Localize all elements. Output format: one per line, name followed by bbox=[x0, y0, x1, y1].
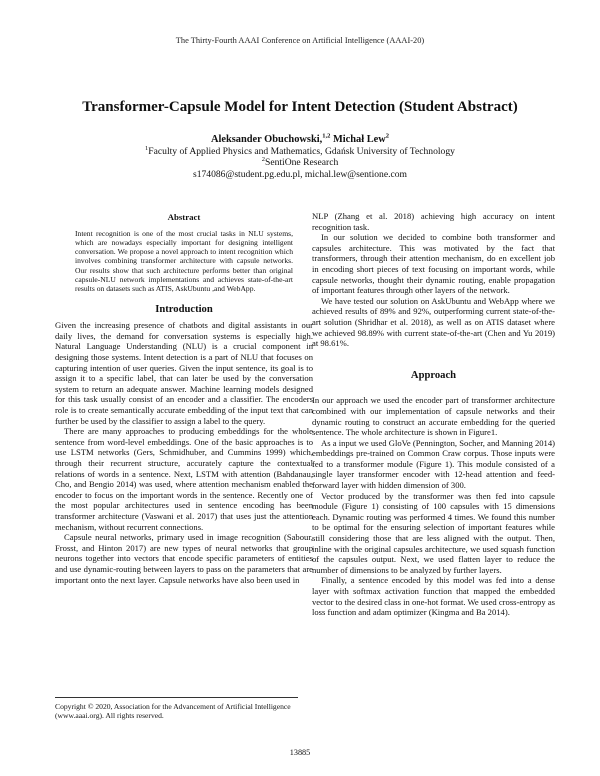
intro-paragraph-2: There are many approaches to producing embeddings for the whole sentence from word-level embeddings. One of the basic approaches is to use LSTM networks (Gers, Schmidhuber, and Cummins 1999) which, through their recurrent structure, accurately capture the contextual relations of words in a sentence. Next, LSTM with attention (Bahdanau, Cho, and Bengio 2014) was used, where attention mechanism enabled the encoder to focus on the important words in the sentence. Recently one of the most popular architectures used in sentence encoding has been transformer architecture (Vaswani et al. 2017) that uses just the attention mechanism, without recurrent connections. bbox=[55, 426, 313, 532]
author-1-affil: 1,2 bbox=[322, 132, 331, 140]
intro-paragraph-4: In our solution we decided to combine both transformer and capsules architecture. This was motivated by the fact that transformers, through their attention mechanism, do en excellent job in encoding short pieces of text focusing on important words, while capsule networks, thought their dynamic routing, enable propagation of important features through other layers of the network. bbox=[312, 232, 555, 296]
right-column bbox=[312, 211, 555, 618]
author-block bbox=[0, 134, 600, 180]
approach-heading: Approach bbox=[410, 369, 457, 381]
intro-paragraph-3-cont: NLP (Zhang et al. 2018) achieving high accuracy on intent recognition task. bbox=[312, 211, 555, 232]
abstract-text: Intent recognition is one of the most crucial tasks in NLU systems, which are nowadays especially important for designing intelligent conversation. We propose a novel approach to intent recognition which involves combining transformer architecture with capsule networks. Our results show that such architecture performs better than original capsule-NLU network implementations and achieves state-of-the-art results on datasets such as ATIS, AskUbuntu ,and WebApp. bbox=[75, 228, 293, 294]
copyright-notice: Copyright © 2020, Association for the Advancement of Artificial Intelligence (www.aaai.org). All rights reserved. bbox=[55, 697, 298, 721]
intro-paragraph-1: Given the increasing presence of chatbots and digital assistants in our daily lives, the demand for conversation systems is especially high. Natural Language Understanding (NLU) is a crucial component in designing those systems. Intent detection is a part of NLU that focuses on capturing intention of user queries. Given the input sentence, its goal is to assign it to a specific label, that can later be used by the conversation system to return an adequate answer. Machine learning models designed for this task usually consist of an encoder and a classifier. The encoders role is to create semantically accurate embedding of the input text that can further be used by the classifier to assign a label to the query. bbox=[55, 320, 313, 426]
intro-paragraph-3: Capsule neural networks, primary used in image recognition (Sabour, Frosst, and Hinton 2017) are new types of neural networks that group neurons together into vectors that encode specific parameters of entities and use dynamic-routing between layers to pass on the parameters that are important onto the next layer. Capsule networks have also been used in bbox=[55, 532, 313, 585]
abstract-heading: Abstract bbox=[167, 212, 201, 222]
left-column bbox=[55, 212, 313, 585]
conference-header: The Thirty-Fourth AAAI Conference on Artificial Intelligence (AAAI-20) bbox=[175, 36, 425, 45]
intro-paragraph-5: We have tested our solution on AskUbuntu and WebApp where we achieved results of 89% and 92%, outperforming current state-of-the-art solution (Shridhar et al. 2018), as well as on ATIS dataset where we achieved 98.89% with current state-of-the-art (Chen and Yu 2019) at 98.61%. bbox=[312, 295, 555, 349]
introduction-heading: Introduction bbox=[155, 303, 213, 315]
author-2-affil: 2 bbox=[385, 132, 390, 140]
author-2: Michał Lew bbox=[330, 134, 386, 145]
affiliation-2: $^2$SentiOne Research bbox=[261, 156, 339, 169]
paper-title: Transformer-Capsule Model for Intent Detection (Student Abstract) bbox=[82, 99, 518, 115]
approach-paragraph-2: As a input we used GloVe (Pennington, Socher, and Manning 2014) embeddings pre-trained on Common Craw corpus. Those inputs were fed to a transformer module (Figure 1). This module consisted of a single layer transformer encoder with 12-head attention and feed-forward layer with hidden dimension of 300. bbox=[312, 437, 555, 491]
approach-paragraph-4: Finally, a sentence encoded by this model was fed into a dense layer with softmax activation function that mapped the embedded vector to the desired class in one-hot format. We used cross-entropy as loss function and adam optimizer (Kingma and Ba 2014). bbox=[312, 575, 555, 618]
approach-paragraph-3: Vector produced by the transformer was then fed into capsule module (Figure 1) consisting of 100 capsules with 15 dimensions each. Dynamic routing was performed 4 times. We found this number to be optimal for the ensuring selection of important features while still considering those that are less aligned with the output. Then, inline with the original capsules architecture, we used squash function of the capsules output. Next, we used flatten layer to reduce the number of dimensions to be analyzed by further layers. bbox=[312, 490, 555, 575]
approach-paragraph-1: In our approach we used the encoder part of transformer architecture combined with our implementation of capsule networks and their dynamic routing to construct an accurate embedding for the queried sentence. The whole architecture is shown in Figure1. bbox=[312, 395, 555, 438]
page-number: 13885 bbox=[289, 748, 311, 757]
author-1: Aleksander Obuchowski, bbox=[210, 134, 323, 145]
author-emails: s174086@student.pg.edu.pl, michal.lew@sentione.com bbox=[192, 168, 408, 180]
affiliation-1: $^1$Faculty of Applied Physics and Mathematics, Gdańsk University of Technology bbox=[145, 144, 455, 157]
author-names bbox=[0, 134, 600, 146]
